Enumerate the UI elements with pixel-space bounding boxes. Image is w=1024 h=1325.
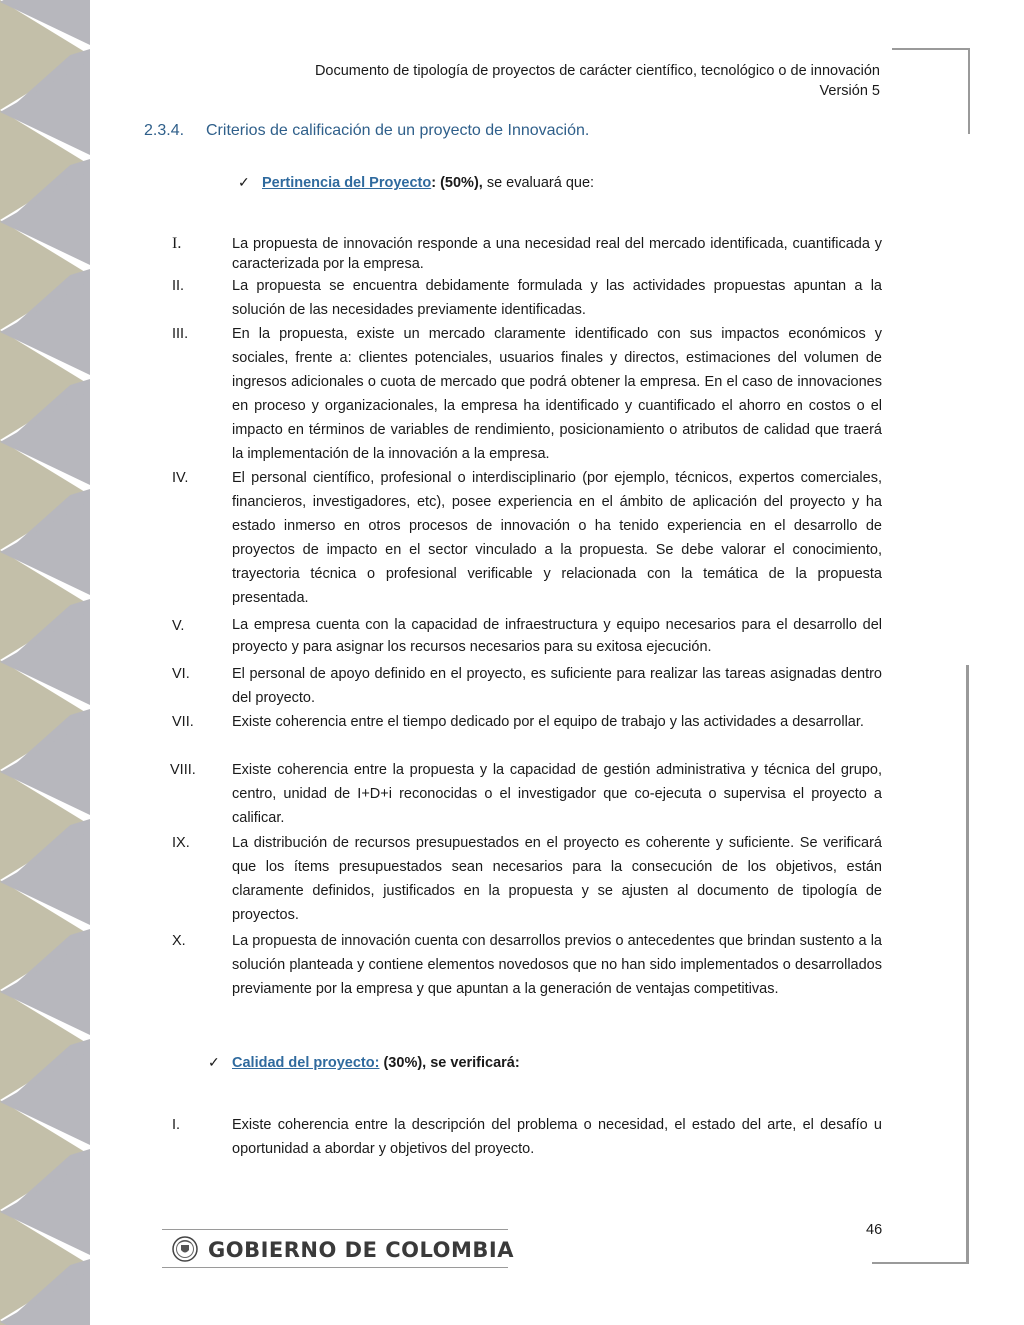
criterion-pertinencia-link[interactable]: Pertinencia del Proyecto bbox=[262, 175, 432, 191]
item-numeral: V. bbox=[172, 618, 185, 634]
item-numeral: IV. bbox=[172, 470, 189, 486]
coat-of-arms-icon bbox=[172, 1236, 198, 1262]
item-numeral: IX. bbox=[172, 835, 190, 851]
item-numeral: VIII. bbox=[170, 762, 196, 778]
criterion-pertinencia-rest: se evaluará que: bbox=[482, 175, 595, 191]
item-text: La empresa cuenta con la capacidad de infraestructura y equipo necesarios para el desarrollo del proyecto y para asignar los recursos necesarios para su exitosa ejecución. bbox=[232, 617, 882, 655]
criterion-pertinencia bbox=[238, 171, 594, 194]
item-text: El personal científico, profesional o interdisciplinario (por ejemplo, técnicos, expertos comerciales, financieros, investigadores, etc), posee experiencia en el ámbito de aplicación del proyecto y ha estado inmerso en otros procesos de innovación o ha tenido experiencia en el desarrollo de proyectos de impacto en el sector vinculado a la propuesta. Se debe valorar el conocimiento, trayectoria técnica o profesional verificable y relacionada con la temática de la propuesta presentada. bbox=[232, 470, 882, 606]
page-number: 46 bbox=[866, 1222, 883, 1238]
footer-rule-top bbox=[162, 1229, 508, 1230]
item-numeral: I. bbox=[172, 235, 182, 252]
frame-bottom-line bbox=[872, 1262, 969, 1264]
item-text: La propuesta se encuentra debidamente formulada y las actividades propuestas apuntan a la solución de las necesidades previamente identificadas. bbox=[232, 278, 882, 318]
item-text: Existe coherencia entre la propuesta y la capacidad de gestión administrativa y técnica del grupo, centro, unidad de I+D+i reconocidas o el investigador que co-ejecuta o supervisa el proyecto a calificar. bbox=[232, 762, 882, 826]
checkmark-icon: ✓ bbox=[208, 1054, 220, 1070]
frame-top-line bbox=[892, 48, 970, 50]
item-numeral: VII. bbox=[172, 714, 194, 730]
criterion-pertinencia-weight: : (50%), bbox=[431, 175, 483, 191]
item-numeral: III. bbox=[172, 326, 189, 342]
frame-right-bottom-line bbox=[966, 665, 969, 1263]
criterion-calidad-rest: (30%), se verificará: bbox=[379, 1055, 520, 1071]
section-number: 2.3.4. bbox=[144, 122, 185, 139]
item-text: El personal de apoyo definido en el proyecto, es suficiente para realizar las tareas asignadas dentro del proyecto. bbox=[232, 666, 882, 706]
footer-rule-bottom bbox=[162, 1267, 508, 1268]
criterion-calidad-link[interactable]: Calidad del proyecto: bbox=[232, 1055, 380, 1071]
item-text: En la propuesta, existe un mercado claramente identificado con sus impactos económicos y sociales, frente a: clientes potenciales, usuarios finales y directos, estimaciones del volumen de ingresos adicionales o cuota de mercado que podrá obtener la empresa. En el caso de innovaciones en proceso y organizacionales, la empresa ha identificado y cuantificado el ahorro en costos o el impacto en términos de variables de rendimiento, posicionamiento o atributos de calidad que traerá la implementación de la innovación a la empresa. bbox=[232, 326, 882, 462]
section-title-text: Criterios de calificación de un proyecto de Innovación. bbox=[206, 122, 590, 139]
criterion-calidad bbox=[208, 1051, 520, 1074]
item-text: La propuesta de innovación responde a una necesidad real del mercado identificada, cuantificada y caracterizada por la empresa. bbox=[232, 236, 882, 272]
footer-brand: GOBIERNO DE COLOMBIA bbox=[208, 1238, 514, 1262]
item-text: La propuesta de innovación cuenta con desarrollos previos o antecedentes que brindan sustento a la solución planteada y contiene elementos novedosos que no han sido implementados o desarrollados previamente por la empresa y que apuntan a la generación de ventajas competitivas. bbox=[232, 933, 882, 997]
section-heading bbox=[144, 120, 589, 142]
item-numeral: VI. bbox=[172, 666, 190, 682]
side-triangle-pattern bbox=[0, 0, 90, 1325]
item-text: Existe coherencia entre el tiempo dedicado por el equipo de trabajo y las actividades a desarrollar. bbox=[232, 714, 864, 730]
frame-right-top-line bbox=[968, 48, 970, 134]
item-text: La distribución de recursos presupuestados en el proyecto es coherente y suficiente. Se verificará que los ítems presupuestados sean necesarios para la consecución de los objetivos, están claramente definidos, justificados en la propuesta y se ajusten al documento de tipología de proyectos. bbox=[232, 835, 882, 923]
checkmark-icon: ✓ bbox=[238, 174, 250, 190]
item-text: Existe coherencia entre la descripción del problema o necesidad, el estado del arte, el desafío u oportunidad a abordar y objetivos del proyecto. bbox=[232, 1117, 882, 1157]
document-version: Versión 5 bbox=[819, 83, 880, 99]
document-title: Documento de tipología de proyectos de carácter científico, tecnológico o de innovación bbox=[314, 63, 880, 79]
item-numeral: II. bbox=[172, 278, 185, 294]
item-numeral: X. bbox=[172, 933, 186, 949]
item-numeral: I. bbox=[172, 1117, 181, 1133]
